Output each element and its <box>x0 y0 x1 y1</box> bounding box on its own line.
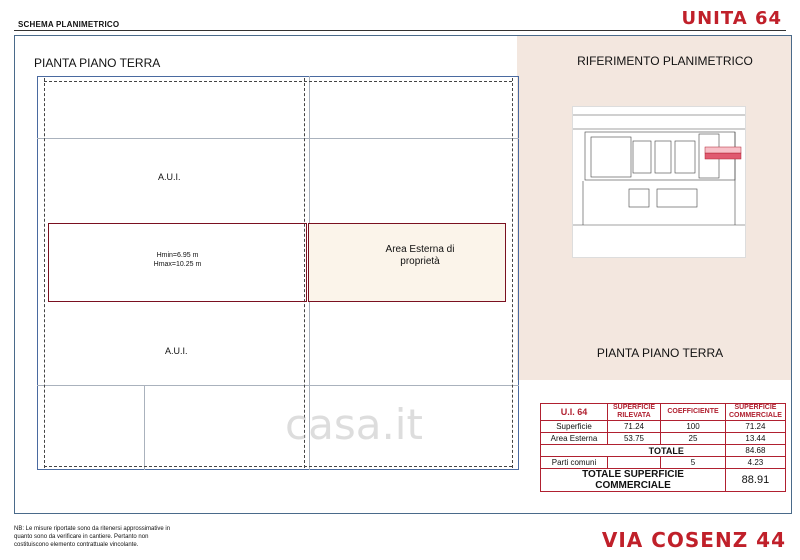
table-header-cell: SUPERFICIE COMMERCIALE <box>726 404 786 421</box>
plan-grid-line <box>144 385 145 470</box>
table-cell: 5 <box>661 457 726 469</box>
floor-label: PIANTA PIANO TERRA <box>34 56 161 70</box>
table-cell: 25 <box>661 433 726 445</box>
reference-bottom-label: PIANTA PIANO TERRA <box>596 346 724 360</box>
address: VIA COSENZ 44 <box>601 528 786 552</box>
totale-label: TOTALE <box>608 445 726 457</box>
plan-dashed-line <box>44 466 512 467</box>
section-title: SCHEMA PLANIMETRICO <box>18 20 120 29</box>
height-min: Hmin=6.95 m <box>156 252 199 259</box>
totale-value: 84.68 <box>726 445 786 457</box>
table-cell: 4.23 <box>726 457 786 469</box>
table-cell: Area Esterna <box>541 433 608 445</box>
table-total-row <box>541 445 786 457</box>
surface-table <box>540 403 786 492</box>
grand-total-value: 88.91 <box>726 469 786 492</box>
table-cell: Superficie <box>541 421 608 433</box>
aui-label-top: A.U.I. <box>158 172 181 182</box>
table-cell-empty <box>541 445 608 457</box>
plan-dashed-line <box>44 81 512 82</box>
external-area-label: Area Esterna di proprietà <box>385 244 455 267</box>
table-header-row <box>541 404 786 421</box>
table-cell: 13.44 <box>726 433 786 445</box>
table-cell: 71.24 <box>726 421 786 433</box>
footnote: NB: Le misure riportate sono da ritenersi approssimative in quanto sono da verificare in cantiere. Pertanto non costituiscono elemento contrattuale vincolante. <box>14 526 171 548</box>
table-cell: 71.24 <box>608 421 661 433</box>
table-cell: 100 <box>661 421 726 433</box>
table-header-cell: SUPERFICIE RILEVATA <box>608 404 661 421</box>
aui-label-bottom: A.U.I. <box>165 346 188 356</box>
plan-dashed-line <box>512 78 513 468</box>
plan-grid-line <box>37 385 519 386</box>
table-row <box>541 421 786 433</box>
table-cell <box>608 457 661 469</box>
reference-title: RIFERIMENTO PLANIMETRICO <box>577 54 753 68</box>
height-max: Hmax=10.25 m <box>153 261 202 268</box>
grand-total-label: TOTALE SUPERFICIE COMMERCIALE <box>541 469 726 492</box>
watermark: casa.it <box>285 400 423 449</box>
table-grand-total-row <box>541 469 786 492</box>
table-cell: 53.75 <box>608 433 661 445</box>
reference-map <box>572 106 746 258</box>
header-divider <box>14 30 786 31</box>
plan-dashed-line <box>44 78 45 468</box>
height-info <box>130 251 225 269</box>
table-header-cell: U.I. 64 <box>541 404 608 421</box>
table-row <box>541 433 786 445</box>
unit-title: UNITA 64 <box>681 8 782 29</box>
plan-grid-line <box>37 138 519 139</box>
table-row <box>541 457 786 469</box>
table-header-cell: COEFFICIENTE <box>661 404 726 421</box>
site-plan-drawing <box>573 107 745 257</box>
table-cell: Parti comuni <box>541 457 608 469</box>
